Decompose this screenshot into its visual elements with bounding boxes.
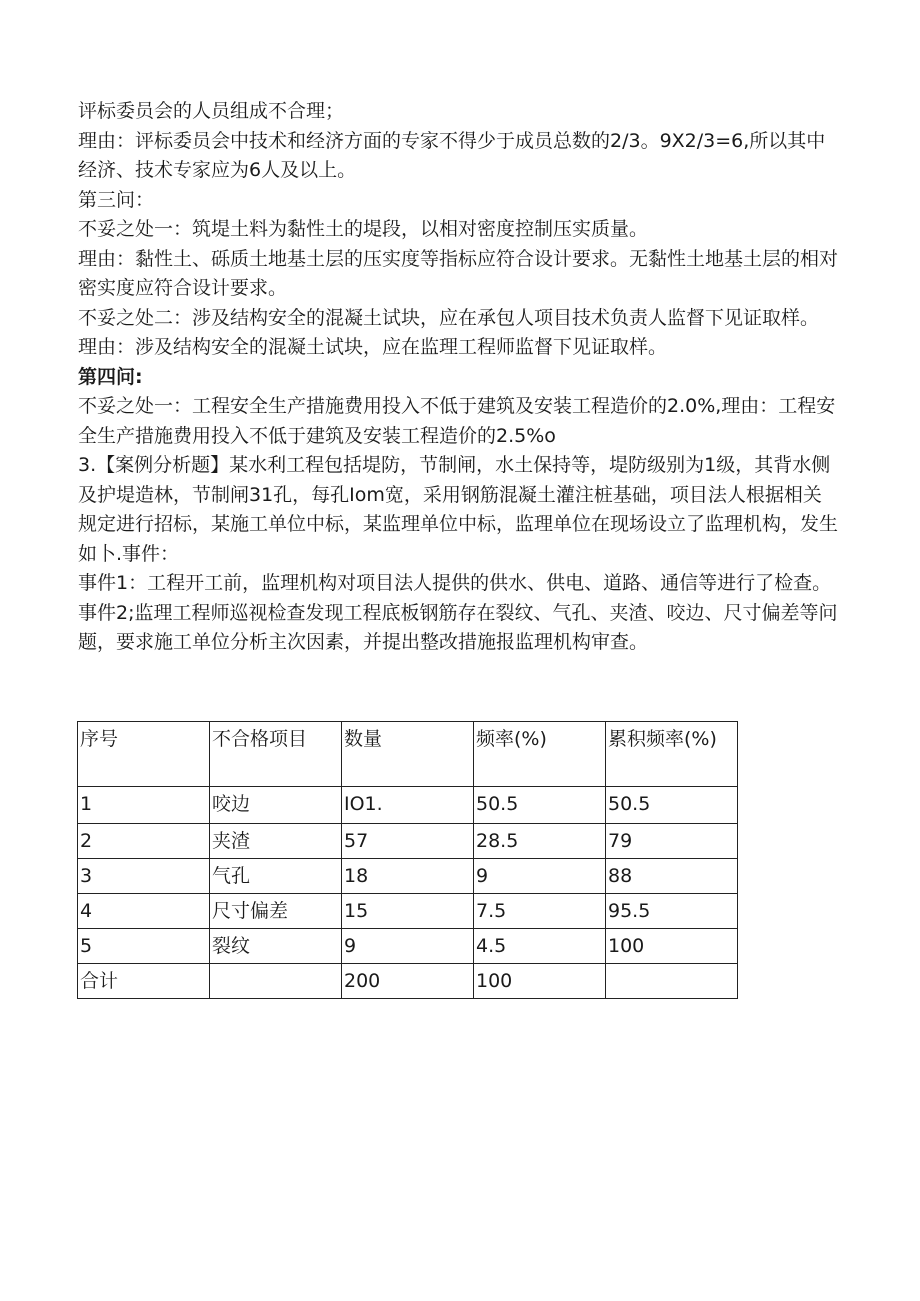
table-cell: 4.5 [474, 929, 606, 964]
paragraph-improper-one-reason: 理由：黏性土、砾质土地基土层的压实度等指标应符合设计要求。无黏性土地基土层的相对密实度应符合设计要求。 [78, 247, 839, 299]
table-cell: 100 [606, 929, 738, 964]
table-total-row [78, 964, 738, 999]
paragraph-committee-composition: 评标委员会的人员组成不合理； [78, 100, 345, 122]
table-cell: 合计 [78, 964, 210, 999]
table-row [78, 894, 738, 929]
table-cell: 3 [78, 859, 210, 894]
paragraph-case-analysis: 3.【案例分析题】某水利工程包括堤防，节制闸，水土保持等，堤防级别为1级，其背水侧及护堤造林，节制闸31孔，每孔Iom宽，采用钢筋混凝土灌注桩基础，项目法人根据相关规定进行招标，某施工单位中标，某监理单位中标，监理单位在现场设立了监理机构，发生如卜.事件： [78, 454, 839, 565]
paragraph-safety-cost: 不妥之处一：工程安全生产措施费用投入不低于建筑及安装工程造价的2.0%,理由：工程安全生产措施费用投入不低于建筑及安装工程造价的2.5%o [78, 395, 836, 447]
paragraph-improper-two-reason: 理由：涉及结构安全的混凝土试块，应在监理工程师监督下见证取样。 [78, 336, 668, 358]
table-row [78, 859, 738, 894]
table-cell: IO1. [342, 787, 474, 824]
table-cell: 50.5 [474, 787, 606, 824]
header-quantity: 数量 [342, 722, 474, 787]
table-header-row [78, 722, 738, 787]
table-cell: 79 [606, 824, 738, 859]
table-cell: 100 [474, 964, 606, 999]
table-cell [606, 964, 738, 999]
table-cell: 裂纹 [210, 929, 342, 964]
table-cell: 88 [606, 859, 738, 894]
header-cumulative-frequency: 累积频率(%) [606, 722, 738, 787]
header-defect-item: 不合格项目 [210, 722, 342, 787]
table-cell: 50.5 [606, 787, 738, 824]
document-body [78, 97, 838, 658]
table-cell: 15 [342, 894, 474, 929]
table-cell: 18 [342, 859, 474, 894]
table-cell: 1 [78, 787, 210, 824]
table-cell: 9 [342, 929, 474, 964]
paragraph-improper-two: 不妥之处二：涉及结构安全的混凝土试块，应在承包人项目技术负责人监督下见证取样。 [78, 306, 820, 329]
table-cell: 200 [342, 964, 474, 999]
table-cell: 4 [78, 894, 210, 929]
header-index: 序号 [78, 722, 210, 787]
table-cell: 57 [342, 824, 474, 859]
paragraph-committee-reason: 理由：评标委员会中技术和经济方面的专家不得少于成员总数的2/3。9X2/3=6,所以其中经济、技术专家应为6人及以上。 [78, 129, 826, 181]
table-row [78, 929, 738, 964]
table-cell: 28.5 [474, 824, 606, 859]
table-cell [210, 964, 342, 999]
table-cell: 95.5 [606, 894, 738, 929]
table-cell: 夹渣 [210, 824, 342, 859]
table-cell: 咬边 [210, 787, 342, 824]
table-cell: 7.5 [474, 894, 606, 929]
paragraph-improper-one: 不妥之处一：筑堤土料为黏性土的堤段，以相对密度控制压实质量。 [78, 218, 649, 240]
table-cell: 气孔 [210, 859, 342, 894]
paragraph-event-two: 事件2;监理工程师巡视检查发现工程底板钢筋存在裂纹、气孔、夹渣、咬边、尺寸偏差等问题，要求施工单位分析主次因素，并提出整改措施报监理机构审查。 [78, 601, 838, 653]
table-cell: 2 [78, 824, 210, 859]
heading-question-four: 第四问: [78, 365, 143, 388]
table-cell: 9 [474, 859, 606, 894]
table-cell: 5 [78, 929, 210, 964]
paragraph-event-one: 事件1：工程开工前，监理机构对项目法人提供的供水、供电、道路、通信等进行了检查。 [78, 572, 832, 594]
heading-question-three: 第三问： [78, 188, 155, 211]
defect-frequency-table [77, 721, 738, 999]
table-row [78, 824, 738, 859]
table-cell: 尺寸偏差 [210, 894, 342, 929]
table-row [78, 787, 738, 824]
header-frequency: 频率(%) [474, 722, 606, 787]
